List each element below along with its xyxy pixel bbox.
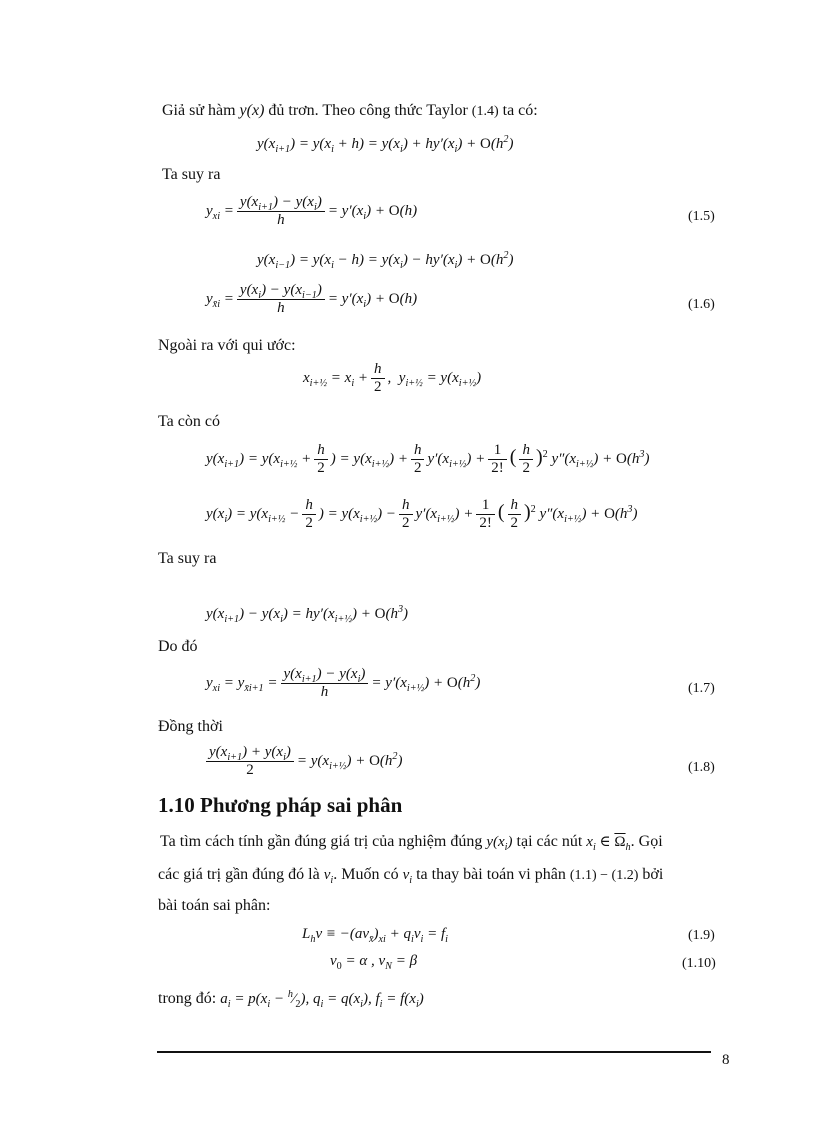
text-ta-suy-ra-2: Ta suy ra bbox=[158, 550, 217, 567]
equation-1-5: $y_{xi}$ = $\frac{y(x_{i+1}) - y(x_i)}{h}$ = $y'(x_i) + O(h)$ bbox=[206, 194, 418, 229]
equation-1-6: $y_{x̄i}$ = $\frac{y(x_i) - y(x_{i-1})}{h}$ = $y'(x_i) + O(h)$ bbox=[206, 282, 418, 317]
text-dong-thoi: Đồng thời bbox=[158, 718, 223, 735]
equation-1-10: $v_0 = \alpha$ , $v_N = \beta$ bbox=[330, 953, 418, 972]
equation-half-forward: $y(x_{i+1}) = y(x_{i+\frac{1}{2}}$ + $\frac{h}{2}$ ) = $y(x_{i+\frac{1}{2}})$ + $\frac{h}{2}$ $y'(x_{i+\frac{1}{2}})$ + $\frac{1}{2!}$ ( $\frac{h}{2}$ )$^2$ $y''(x_{i+\frac{1}{2}}) + O(h^3)$ bbox=[206, 442, 650, 477]
text-ngoai-ra: Ngoài ra với qui ước: bbox=[158, 337, 296, 354]
section-heading: 1.10 Phương pháp sai phân bbox=[158, 793, 403, 817]
paragraph-line-1: Ta tìm cách tính gần đúng giá trị của nghiệm đúng $y(x_i)$ tại các nút $x_i$ ∈ $\overline{\Omega}_h$. Gọi bbox=[160, 833, 663, 853]
paragraph-line-2: các giá trị gần đúng đó là $v_i$. Muốn có $v_i$ ta thay bài toán vi phân (1.1) − (1.2) bởi bbox=[158, 866, 664, 886]
equation-taylor-backward: $y(x_{i-1}) = y(x_i - h) = y(x_i) - hy'(x_i) + O(h^2)$ bbox=[257, 250, 514, 271]
equation-number-1-7: (1.7) bbox=[688, 681, 715, 696]
equation-1-9: $L_hv \equiv -(av_{x̄})_{xi} + q_iv_i = f_i$ bbox=[302, 926, 449, 945]
intro-line: Giả sử hàm y(x) đủ trơn. Theo công thức Taylor (1.4) ta có: bbox=[162, 102, 538, 119]
equation-number-1-10: (1.10) bbox=[682, 956, 716, 971]
text-ta-suy-ra-1: Ta suy ra bbox=[162, 166, 221, 183]
equation-1-7: $y_{xi} = y_{x̄i+1}$ = $\frac{y(x_{i+1}) - y(x_i)}{h}$ = $y'(x_{i+\frac{1}{2}}) + O(h^2)$ bbox=[206, 666, 481, 701]
equation-number-1-9: (1.9) bbox=[688, 928, 715, 943]
intro-function: y(x) bbox=[239, 102, 265, 119]
text-do-do: Do đó bbox=[158, 638, 198, 655]
equation-half-backward: $y(x_i) = y(x_{i+\frac{1}{2}}$ − $\frac{h}{2}$ ) = $y(x_{i+\frac{1}{2}})$ − $\frac{h}{2}$ $y'(x_{i+\frac{1}{2}})$ + $\frac{1}{2!}$ ( $\frac{h}{2}$ )$^2$ $y''(x_{i+\frac{1}{2}}) + O(h^3)$ bbox=[206, 497, 638, 532]
equation-number-1-5: (1.5) bbox=[688, 209, 715, 224]
page-number: 8 bbox=[722, 1052, 730, 1068]
equation-difference: $y(x_{i+1}) - y(x_i) = hy'(x_{i+\frac{1}{2}}) + O(h^3)$ bbox=[206, 604, 409, 625]
equation-1-8: $\frac{y(x_{i+1}) + y(x_i)}{2}$ = $y(x_{i+\frac{1}{2}}) + O(h^2)$ bbox=[206, 744, 403, 780]
definitions-line: trong đó: $a_i = p(x_i$ − $^h⁄_2$), $q_i = q(x_i)$, $f_i = f(x_i)$ bbox=[158, 989, 424, 1010]
footer-rule bbox=[157, 1051, 711, 1053]
equation-half-point: $x_{i+\frac{1}{2}} = x_i$ + $\frac{h}{2}$ , $y_{i+\frac{1}{2}} = y(x_{i+\frac{1}{2}})$ bbox=[303, 361, 482, 396]
text-ta-con-co: Ta còn có bbox=[158, 413, 220, 430]
equation-number-1-6: (1.6) bbox=[688, 297, 715, 312]
equation-taylor-forward: $y(x_{i+1}) = y(x_i + h) = y(x_i) + hy'(x_i) + O(h^2)$ bbox=[257, 134, 514, 155]
paragraph-line-3: bài toán sai phân: bbox=[158, 897, 271, 914]
equation-number-1-8: (1.8) bbox=[688, 760, 715, 775]
